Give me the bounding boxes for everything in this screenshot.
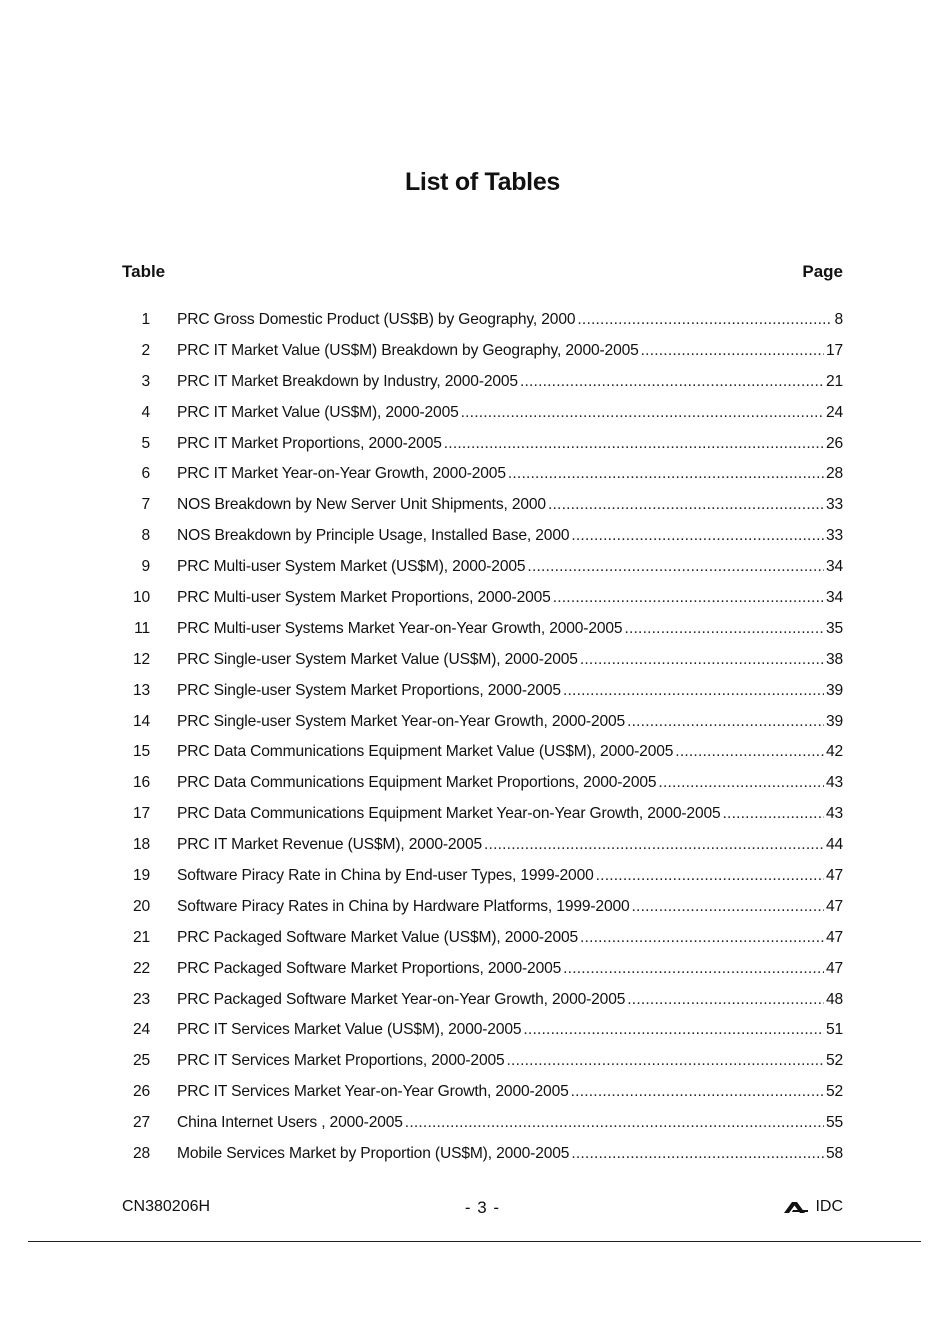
dot-leader (484, 830, 824, 861)
entry-number: 10 (132, 589, 150, 607)
toc-entry[interactable] (122, 552, 843, 583)
toc-entry[interactable] (122, 367, 843, 398)
entry-number: 27 (132, 1114, 150, 1132)
entry-title: PRC Gross Domestic Product (US$B) by Geography, 2000 (177, 311, 576, 328)
footer-brand (783, 1198, 843, 1216)
entry-page: 39 (825, 712, 843, 730)
entry-page: 58 (825, 1145, 843, 1163)
entry-number: 26 (132, 1083, 150, 1101)
entry-page: 52 (825, 1083, 843, 1101)
entry-title: PRC Data Communications Equipment Market Proportions, 2000-2005 (177, 774, 657, 792)
entry-number: 5 (141, 434, 150, 452)
toc-entry[interactable] (122, 583, 843, 614)
entry-page: 17 (825, 341, 843, 359)
toc-entry[interactable] (122, 305, 843, 336)
entry-number: 24 (132, 1021, 150, 1039)
toc-entry[interactable] (122, 768, 843, 799)
entry-title: PRC IT Market Value (US$M) Breakdown by Geography, 2000-2005 (177, 341, 639, 359)
dot-leader (444, 429, 824, 460)
dot-leader (571, 521, 824, 552)
entry-number: 8 (141, 527, 150, 545)
entry-title: China Internet Users , 2000-2005 (177, 1114, 403, 1132)
dot-leader (563, 954, 824, 985)
entry-title: PRC Packaged Software Market Proportions, 2000-2005 (177, 959, 562, 977)
entry-page: 43 (825, 805, 843, 823)
dot-leader (658, 768, 824, 799)
list-of-tables (122, 305, 843, 1170)
toc-entry[interactable] (122, 707, 843, 738)
document-code: CN380206H (122, 1198, 211, 1215)
entry-number: 18 (132, 836, 150, 854)
entry-number: 17 (132, 805, 150, 823)
toc-entry[interactable] (122, 1139, 843, 1170)
entry-page: 39 (825, 681, 843, 699)
toc-entry[interactable] (122, 1077, 843, 1108)
dot-leader (548, 490, 824, 521)
entry-page: 42 (825, 743, 843, 761)
dot-leader (563, 676, 824, 707)
entry-number: 4 (141, 403, 150, 421)
entry-page: 47 (825, 959, 843, 977)
toc-entry[interactable] (122, 1046, 843, 1077)
entry-page: 28 (825, 465, 843, 483)
idc-logo-icon (783, 1200, 809, 1214)
entry-title: PRC Single-user System Market Value (US$M), 2000-2005 (177, 650, 578, 668)
entry-title: PRC IT Market Year-on-Year Growth, 2000-2005 (177, 465, 506, 483)
entry-number: 9 (141, 558, 150, 576)
entry-page: 26 (825, 434, 843, 452)
dot-leader (508, 459, 824, 490)
entry-page: 24 (825, 403, 843, 421)
entry-number: 21 (132, 928, 150, 946)
dot-leader (580, 923, 824, 954)
toc-entry[interactable] (122, 892, 843, 923)
dot-leader (580, 645, 824, 676)
entry-title: PRC IT Market Breakdown by Industry, 2000-2005 (177, 372, 518, 390)
entry-number: 25 (132, 1052, 150, 1070)
footer-divider (28, 1241, 921, 1242)
page-title: List of Tables (404, 168, 561, 196)
entry-page: 55 (825, 1114, 843, 1132)
entry-title: PRC Multi-user Systems Market Year-on-Year Growth, 2000-2005 (177, 619, 623, 637)
entry-number: 7 (141, 496, 150, 514)
toc-entry[interactable] (122, 336, 843, 367)
entry-title: PRC Data Communications Equipment Market Value (US$M), 2000-2005 (177, 743, 674, 761)
entry-title: NOS Breakdown by New Server Unit Shipments, 2000 (177, 496, 546, 514)
dot-leader (624, 614, 824, 645)
entry-page: 38 (825, 650, 843, 668)
entry-number: 12 (132, 650, 150, 668)
toc-entry[interactable] (122, 521, 843, 552)
entry-number: 16 (132, 774, 150, 792)
entry-title: PRC Multi-user System Market Proportions, 2000-2005 (177, 589, 551, 607)
entry-number: 11 (134, 619, 150, 637)
entry-number: 23 (132, 990, 150, 1008)
toc-entry[interactable] (122, 676, 843, 707)
toc-entry[interactable] (122, 459, 843, 490)
toc-entry[interactable] (122, 645, 843, 676)
entry-title: PRC Single-user System Market Proportions, 2000-2005 (177, 681, 561, 699)
dot-leader (723, 799, 824, 830)
toc-entry[interactable] (122, 614, 843, 645)
entry-number: 3 (141, 372, 150, 390)
entry-title: Software Piracy Rates in China by Hardware Platforms, 1999-2000 (177, 897, 630, 915)
dot-leader (632, 892, 824, 923)
entry-title: PRC IT Market Value (US$M), 2000-2005 (177, 403, 459, 421)
brand-name: IDC (815, 1198, 843, 1215)
entry-title: PRC IT Services Market Year-on-Year Growth, 2000-2005 (177, 1083, 569, 1101)
entry-page: 34 (825, 589, 843, 607)
dot-leader (596, 861, 824, 892)
entry-number: 13 (132, 681, 150, 699)
toc-entry[interactable] (122, 830, 843, 861)
entry-title: PRC Data Communications Equipment Market Year-on-Year Growth, 2000-2005 (177, 805, 721, 823)
entry-title: PRC IT Services Market Proportions, 2000-2005 (177, 1052, 505, 1070)
entry-page: 47 (825, 897, 843, 915)
entry-number: 22 (132, 959, 150, 977)
dot-leader (461, 398, 824, 429)
entry-number: 20 (132, 897, 150, 915)
entry-title: NOS Breakdown by Principle Usage, Installed Base, 2000 (177, 527, 570, 545)
toc-entry[interactable] (122, 490, 843, 521)
dot-leader (627, 985, 824, 1016)
dot-leader (571, 1077, 824, 1108)
entry-title: PRC IT Market Revenue (US$M), 2000-2005 (177, 836, 483, 854)
entry-page: 47 (825, 867, 843, 885)
entry-title: Software Piracy Rate in China by End-user Types, 1999-2000 (177, 867, 594, 885)
entry-page: 44 (825, 836, 843, 854)
entry-page: 33 (825, 527, 843, 545)
dot-leader (571, 1139, 824, 1170)
entry-title: PRC IT Services Market Value (US$M), 2000-2005 (177, 1021, 522, 1039)
toc-entry[interactable] (122, 1108, 843, 1139)
dot-leader (675, 737, 824, 768)
toc-entry[interactable] (122, 398, 843, 429)
entry-number: 6 (141, 465, 150, 483)
entry-number: 1 (141, 311, 150, 328)
toc-entry[interactable] (122, 1015, 843, 1046)
entry-page: 34 (825, 558, 843, 576)
entry-number: 28 (132, 1145, 150, 1163)
toc-entry[interactable] (122, 737, 843, 768)
entry-number: 2 (141, 341, 150, 359)
dot-leader (627, 707, 824, 738)
toc-entry[interactable] (122, 429, 843, 460)
entry-title: PRC IT Market Proportions, 2000-2005 (177, 434, 442, 452)
entry-title: PRC Packaged Software Market Year-on-Year Growth, 2000-2005 (177, 990, 626, 1008)
toc-entry[interactable] (122, 861, 843, 892)
entry-number: 15 (132, 743, 150, 761)
dot-leader (577, 305, 832, 336)
dot-leader (405, 1108, 824, 1139)
page-number: - 3 - (464, 1198, 501, 1217)
entry-page: 35 (825, 619, 843, 637)
entry-page: 43 (825, 774, 843, 792)
entry-title: PRC Multi-user System Market (US$M), 2000-2005 (177, 558, 526, 576)
page-column-header: Page (802, 262, 843, 281)
toc-entry[interactable] (122, 985, 843, 1016)
entry-page: 52 (825, 1052, 843, 1070)
entry-page: 48 (825, 990, 843, 1008)
entry-page: 47 (825, 928, 843, 946)
dot-leader (507, 1046, 824, 1077)
entry-page: 33 (825, 496, 843, 514)
dot-leader (553, 583, 824, 614)
entry-page: 51 (825, 1021, 843, 1039)
dot-leader (527, 552, 824, 583)
entry-page: 8 (834, 311, 843, 328)
dot-leader (641, 336, 824, 367)
dot-leader (520, 367, 824, 398)
entry-number: 19 (132, 867, 150, 885)
entry-title: PRC Packaged Software Market Value (US$M), 2000-2005 (177, 928, 579, 946)
dot-leader (523, 1015, 824, 1046)
toc-entry[interactable] (122, 799, 843, 830)
entry-number: 14 (132, 712, 150, 730)
toc-entry[interactable] (122, 954, 843, 985)
entry-title: PRC Single-user System Market Year-on-Year Growth, 2000-2005 (177, 712, 626, 730)
entry-title: Mobile Services Market by Proportion (US$M), 2000-2005 (177, 1145, 570, 1163)
toc-entry[interactable] (122, 923, 843, 954)
entry-page: 21 (825, 372, 843, 390)
table-column-header: Table (122, 262, 166, 281)
